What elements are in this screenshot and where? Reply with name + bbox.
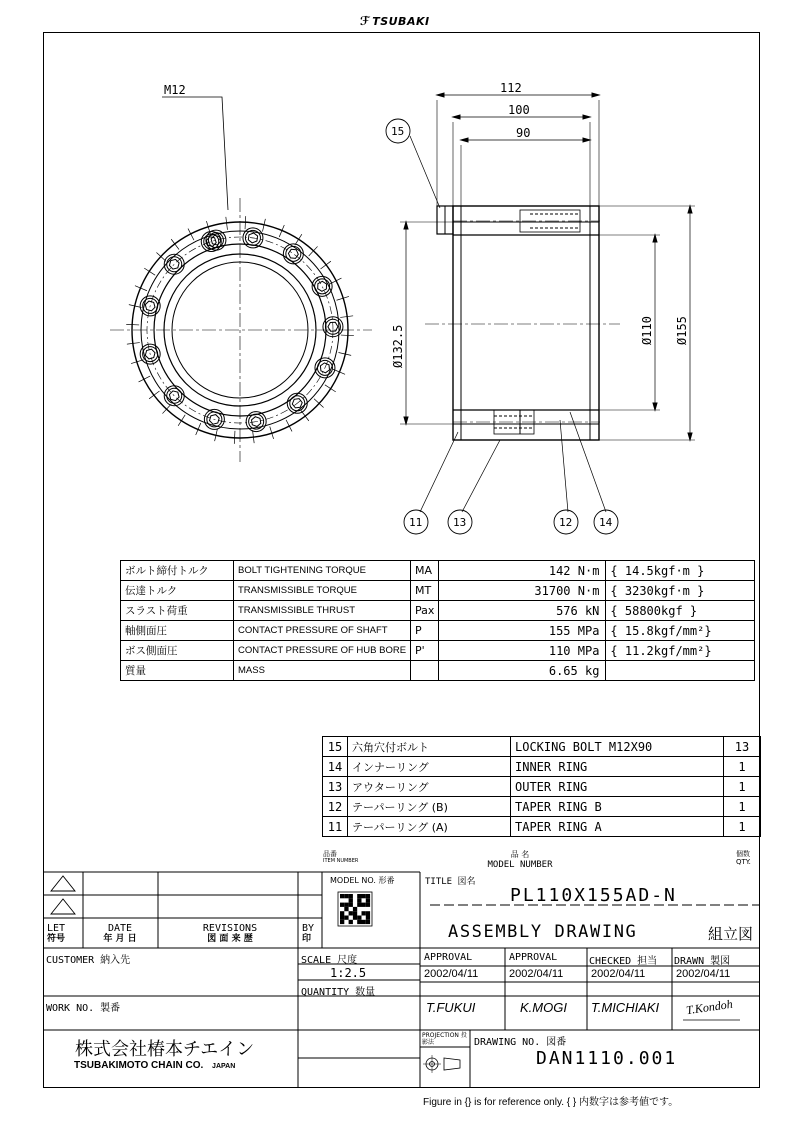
work-no-label: WORK NO. 製番 (46, 1003, 121, 1014)
bolt-icon (283, 244, 303, 264)
model-header-en: MODEL NUMBER (487, 860, 553, 870)
approval1-label: APPROVAL (424, 952, 473, 963)
drawing-no-label: DRAWING NO. 図番 (474, 1037, 567, 1048)
model-number-header (470, 850, 570, 870)
bolt-icon (164, 386, 184, 406)
spec-value: 31700 N·m (439, 581, 606, 601)
bolt-icon (312, 276, 332, 296)
spec-value: 110 MPa (439, 641, 606, 661)
qty-header-jp: 個数 (736, 850, 750, 858)
scale-value: 1:2.5 (330, 966, 367, 980)
spec-value: 576 kN (439, 601, 606, 621)
spec-symbol: Pax (411, 601, 439, 621)
radial-tick (295, 234, 302, 245)
customer-label: CUSTOMER 納入先 (46, 955, 131, 966)
part-row (323, 797, 761, 817)
spec-reference: { 15.8kgf/mm²} (606, 621, 755, 641)
radial-tick (325, 385, 336, 392)
radial-tick (234, 431, 235, 444)
part-name-jp: テーパーリング (B) (348, 797, 511, 817)
spec-row (121, 581, 755, 601)
spec-jp: 質量 (121, 661, 234, 681)
front-view (110, 97, 372, 462)
drawing-number: DAN1110.001 (536, 1048, 678, 1069)
spec-row (121, 621, 755, 641)
part-name-en: TAPER RING A (511, 817, 724, 837)
spec-en: CONTACT PRESSURE OF HUB BORE (234, 641, 411, 661)
quantity-label: QUANTITY 数量 (301, 987, 376, 998)
let-jp: 符号 (47, 934, 66, 944)
item-header-en: ITEM NUMBER (323, 858, 359, 864)
date-text: DATE (107, 923, 133, 934)
checked-date: 2002/04/11 (591, 968, 646, 980)
part-qty: 1 (724, 817, 761, 837)
part-name-en: INNER RING (511, 757, 724, 777)
projection-label: PROJECTION 投影法 (422, 1032, 467, 1046)
tsubaki-logo-icon: ℱ (360, 14, 371, 28)
radial-tick (341, 335, 354, 336)
qty-header (736, 850, 751, 866)
balloon-12: 12 (559, 516, 573, 529)
part-name-jp: 六角穴付ボルト (348, 737, 511, 757)
dim-112: 112 (500, 81, 522, 95)
dim-100: 100 (508, 103, 530, 117)
model-no-label: MODEL NO. 形番 (330, 876, 395, 885)
spec-jp: 軸側面圧 (121, 621, 234, 641)
approval2-date: 2002/04/11 (509, 968, 564, 980)
spec-en: TRANSMISSIBLE THRUST (234, 601, 411, 621)
company-country: JAPAN (212, 1063, 236, 1070)
let-label (47, 924, 65, 944)
part-qty: 13 (724, 737, 761, 757)
revisions-jp: 図 面 来 歴 (207, 934, 253, 944)
side-view (386, 93, 695, 534)
scale-label: SCALE 尺度 (301, 955, 358, 966)
dim-132-5: Ø132.5 (391, 324, 405, 368)
spec-row (121, 641, 755, 661)
radial-tick (245, 216, 246, 229)
spec-reference: { 58800kgf } (606, 601, 755, 621)
by-jp: 印 (302, 934, 312, 944)
footer-note: Figure in {} is for reference only. { } 内数字は参考値です。 (423, 1097, 679, 1108)
approval1-name: T.FUKUI (426, 1000, 476, 1015)
spec-jp: スラスト荷重 (121, 601, 234, 621)
approval2-name: K.MOGI (520, 1000, 567, 1015)
title-label: TITLE 図名 (425, 877, 476, 887)
spec-row (121, 601, 755, 621)
date-label (93, 924, 147, 944)
spec-jp: ボルト締付トルク (121, 561, 234, 581)
date-jp: 年 月 日 (103, 934, 137, 944)
spec-reference: { 11.2kgf/mm²} (606, 641, 755, 661)
part-row (323, 817, 761, 837)
dim-110: Ø110 (640, 316, 654, 345)
approval2-label: APPROVAL (509, 952, 558, 963)
spec-symbol (411, 661, 439, 681)
spec-jp: ボス側面圧 (121, 641, 234, 661)
part-name-en: LOCKING BOLT M12X90 (511, 737, 724, 757)
item-number-header (323, 851, 358, 865)
part-number: 14 (323, 757, 348, 777)
part-name-en: OUTER RING (511, 777, 724, 797)
company-name-en (74, 1060, 235, 1071)
model-number: PL110X155AD-N (510, 885, 677, 906)
spec-row (121, 661, 755, 681)
qr-code-icon (340, 894, 370, 924)
spec-en: BOLT TIGHTENING TORQUE (234, 561, 411, 581)
parts-table (322, 736, 761, 837)
part-number: 15 (323, 737, 348, 757)
part-qty: 1 (724, 797, 761, 817)
bolt-icon (206, 230, 226, 250)
drawing-title: ASSEMBLY DRAWING (448, 922, 638, 942)
approval1-date: 2002/04/11 (424, 968, 479, 980)
qty-header-en: QTY. (736, 858, 751, 866)
radial-tick (149, 391, 159, 399)
part-number: 11 (323, 817, 348, 837)
part-qty: 1 (724, 757, 761, 777)
drawn-label: DRAWN 製図 (674, 956, 731, 967)
dim-90: 90 (516, 126, 531, 140)
spec-value: 155 MPa (439, 621, 606, 641)
by-text: BY (302, 923, 315, 934)
balloon-13: 13 (453, 516, 467, 529)
part-row (323, 777, 761, 797)
part-name-en: TAPER RING B (511, 797, 724, 817)
company-en-text: TSUBAKIMOTO CHAIN CO. (74, 1060, 204, 1071)
radial-tick (321, 261, 331, 269)
part-name-jp: テーパーリング (A) (348, 817, 511, 837)
by-label (302, 924, 314, 944)
spec-en: MASS (234, 661, 411, 681)
dim-m12: M12 (164, 83, 186, 97)
drawn-name: T.Kondoh (685, 996, 734, 1018)
dim-155: Ø155 (675, 316, 689, 345)
spec-jp: 伝達トルク (121, 581, 234, 601)
spec-reference (606, 661, 755, 681)
radial-tick (126, 324, 139, 325)
spec-reference: { 14.5kgf·m } (606, 561, 755, 581)
part-qty: 1 (724, 777, 761, 797)
company-name-jp: 株式会社椿本チエイン (75, 1039, 255, 1060)
spec-value: 6.65 kg (439, 661, 606, 681)
part-name-jp: アウターリング (348, 777, 511, 797)
drawing-title-jp: 組立図 (708, 925, 754, 943)
item-header-jp: 品番 (323, 850, 337, 858)
spec-reference: { 3230kgf·m } (606, 581, 755, 601)
spec-symbol: MA (411, 561, 439, 581)
spec-symbol: MT (411, 581, 439, 601)
radial-tick (178, 415, 185, 426)
let-text: LET (47, 923, 66, 934)
part-row (323, 757, 761, 777)
specs-table (120, 560, 755, 681)
spec-symbol: P (411, 621, 439, 641)
spec-en: TRANSMISSIBLE TORQUE (234, 581, 411, 601)
radial-tick (171, 239, 179, 249)
part-number: 13 (323, 777, 348, 797)
model-header-jp: 品 名 (510, 850, 530, 859)
spec-en: CONTACT PRESSURE OF SHAFT (234, 621, 411, 641)
radial-tick (144, 268, 155, 275)
balloon-14: 14 (599, 516, 613, 529)
balloon-15: 15 (391, 125, 405, 138)
logo-text: TSUBAKI (372, 15, 430, 28)
spec-row (121, 561, 755, 581)
part-name-jp: インナーリング (348, 757, 511, 777)
spec-symbol: P' (411, 641, 439, 661)
checked-label: CHECKED 担当 (589, 956, 658, 967)
checked-name: T.MICHIAKI (591, 1000, 660, 1015)
revisions-label (170, 924, 290, 944)
revisions-text: REVISIONS (202, 923, 258, 934)
drawn-date: 2002/04/11 (676, 968, 731, 980)
spec-value: 142 N·m (439, 561, 606, 581)
balloon-11: 11 (409, 516, 423, 529)
part-number: 12 (323, 797, 348, 817)
part-row (323, 737, 761, 757)
